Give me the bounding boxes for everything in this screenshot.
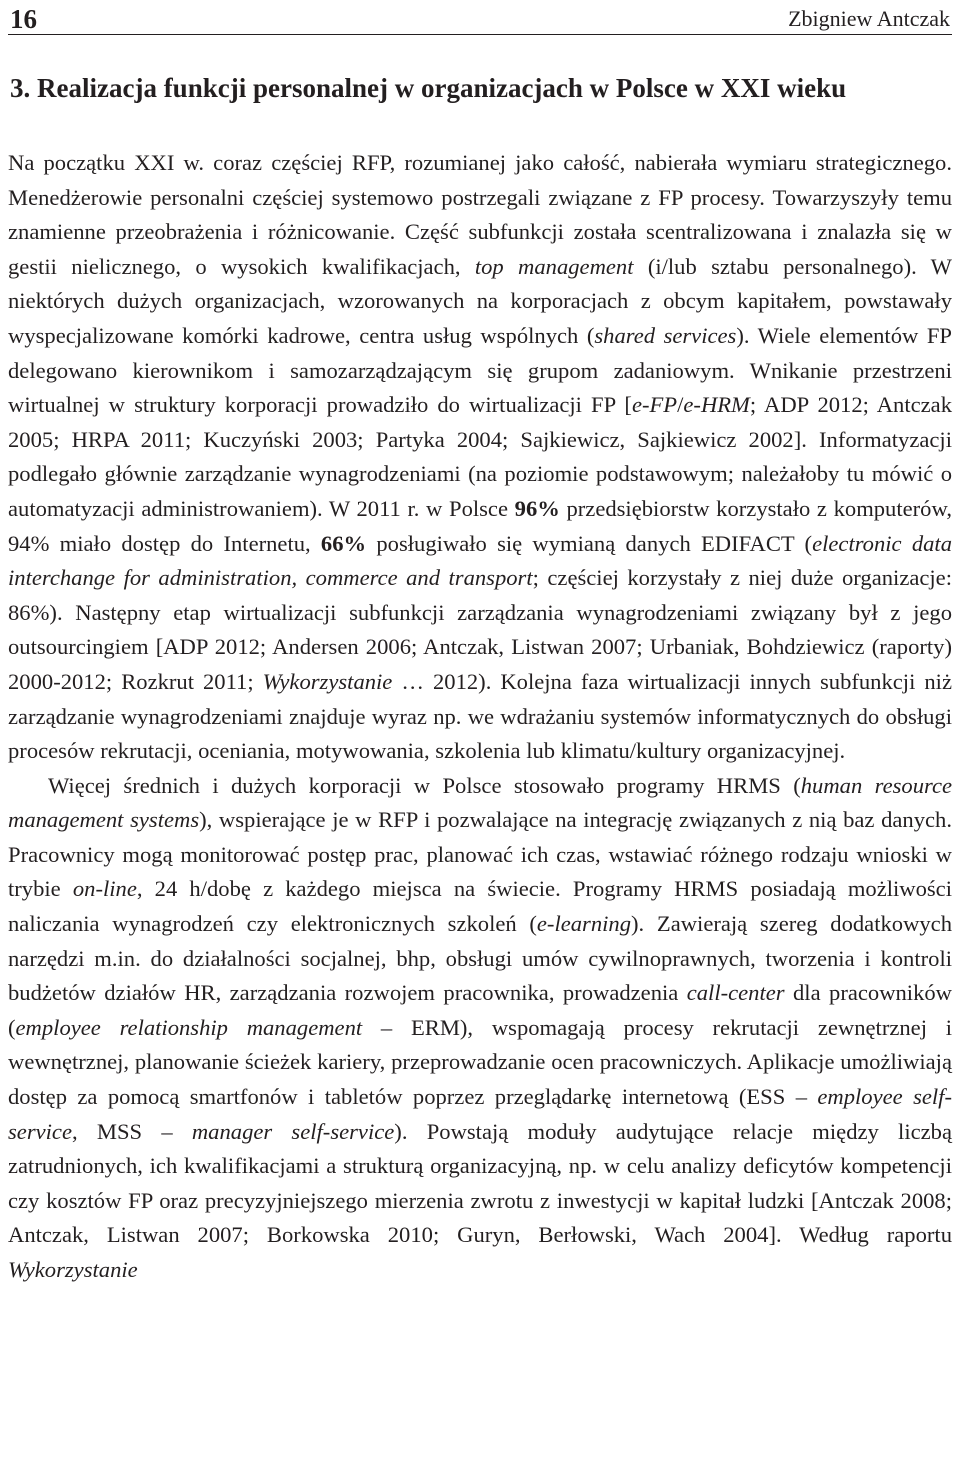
text-run: – ERM), wspomagają procesy rekrutacji zewnętrznej i wewnętrznej, planowanie ścieżek kariery, przeprowadzanie ocen pracowniczych. Aplikacje umożliwiają dostęp za pomocą smartfonów i tabletów poprzez przeglądarkę internetową (ESS – (8, 1014, 952, 1110)
italic-term: Wykorzystanie (8, 1257, 138, 1282)
text-run: posługiwało się wymianą danych EDIFACT ( (366, 530, 813, 556)
italic-term: electronic data interchange for administration, commerce and transport (8, 530, 953, 591)
text-run: dla pracowników ( (8, 980, 952, 1040)
italic-term: e-learning (536, 911, 632, 937)
text-run: / (677, 392, 684, 418)
author-name: Zbigniew Antczak (788, 6, 950, 31)
italic-term: e-HRM (683, 392, 750, 418)
paragraph-1 (8, 146, 952, 769)
body-text (8, 146, 952, 1288)
text-run: ; ADP 2012; Antczak 2005; HRPA 2011; Kuczyński 2003; Partyka 2004; Sajkiewicz, Sajkiewicz 2002]. Informatyzacji podlegało głównie zarządzanie wynagrodzeniami (na poziomie podstawowym; należałoby tu mówić o automatyzacji administrowaniem). W 2011 r. w Polsce (8, 392, 953, 521)
section-title: Realizacja funkcji personalnej w organizacjach w Polsce w XXI wieku (37, 73, 847, 103)
italic-term: top management (474, 253, 634, 279)
text-run: Więcej średnich i dużych korporacji w Polsce stosowało programy HRMS ( (48, 772, 801, 798)
section-heading (8, 71, 952, 106)
bold-value: 96% (514, 495, 560, 521)
text-run: , MSS – (71, 1118, 192, 1144)
italic-term: call-center (686, 980, 785, 1006)
text-run: ; częściej korzystały z niej duże organizacje: 86%). Następny etap wirtualizacji subfunkcji zarządzania wynagrodzeniami związany był z jego outsourcingiem [ADP 2012; Andersen 2006; Antczak, Listwan 2007; Urbaniak, Bohdziewicz (raporty) 2000-2012; Rozkrut 2011; (8, 565, 952, 694)
text-run: przedsiębiorstw korzystało z komputerów, 94% miało dostęp do Internetu, (8, 495, 952, 556)
paragraph-2 (8, 769, 952, 1288)
page-number: 16 (10, 4, 37, 34)
italic-term: employee self-service (8, 1084, 952, 1144)
italic-term: on-line (72, 876, 137, 902)
italic-term: manager self-service (191, 1118, 395, 1144)
running-header (8, 0, 952, 35)
text-run: ), wspierające je w RFP i pozwalające na integrację związanych z nią baz danych. Pracownicy mogą monitorować postęp prac, planować ich czas, wstawiać różnego rodzaju wnioski w trybie (8, 807, 952, 902)
italic-term: employee relationship management (15, 1014, 363, 1040)
italic-term: human resource management systems (8, 772, 953, 833)
italic-term: shared services (594, 322, 737, 348)
italic-term: Wykorzystanie (262, 668, 393, 694)
section-number: 3. (10, 73, 31, 103)
italic-term: e-FP (631, 392, 678, 418)
text-run: (i/lub sztabu personalnego). W niektórych dużych organizacjach, wzorowanych na korporacjach z obcym kapitałem, powstawały wyspecjalizowane komórki kadrowe, centra usług wspólnych ( (8, 253, 952, 348)
text-run: Na początku XXI w. coraz częściej RFP, rozumianej jako całość, nabierała wymiaru strategicznego. Menedżerowie personalni częściej systemowo postrzegali związane z FP procesy. Towarzyszyły temu znamienne przeobrażenia i różnicowanie. Część subfunkcji została scentralizowana i znalazła się w gestii nielicznego, o wysokich kwalifikacjach, (8, 150, 952, 279)
text-run: , 24 h/dobę z każdego miejsca na świecie. Programy HRMS posiadają możliwości naliczania wynagrodzeń czy elektronicznych szkoleń ( (8, 876, 952, 937)
bold-value: 66% (320, 530, 367, 556)
text-run: … 2012). Kolejna faza wirtualizacji innych subfunkcji niż zarządzanie wynagrodzeniami znajduje wyraz np. we wdrażaniu systemów informatycznych do obsługi procesów rekrutacji, oceniania, motywowania, szkolenia lub klimatu/kultury organizacyjnej. (8, 668, 952, 764)
text-run: ). Zawierają szereg dodatkowych narzędzi m.in. do działalności socjalnej, bhp, obsługi umów cywilnoprawnych, tworzenia i kontroli budżetów działów HR, zarządzania rozwojem pracownika, prowadzenia (8, 911, 953, 1006)
text-run: ). Wiele elementów FP delegowano kierownikom i samozarządzającym się grupom zadaniowym. Wnikanie przestrzeni wirtualnej w struktury korporacji prowadziło do wirtualizacji FP [ (8, 322, 952, 418)
text-run: ). Powstają moduły audytujące relacje między liczbą zatrudnionych, ich kwalifikacjami a strukturą organizacyjną, np. w celu analizy deficytów kompetencji czy kosztów FP oraz precyzyjniejszego mierzenia zwrotu z inwestycji w kapitał ludzki [Antczak 2008; Antczak, Listwan 2007; Borkowska 2010; Guryn, Berłowski, Wach 2004]. Według raportu (8, 1118, 952, 1248)
